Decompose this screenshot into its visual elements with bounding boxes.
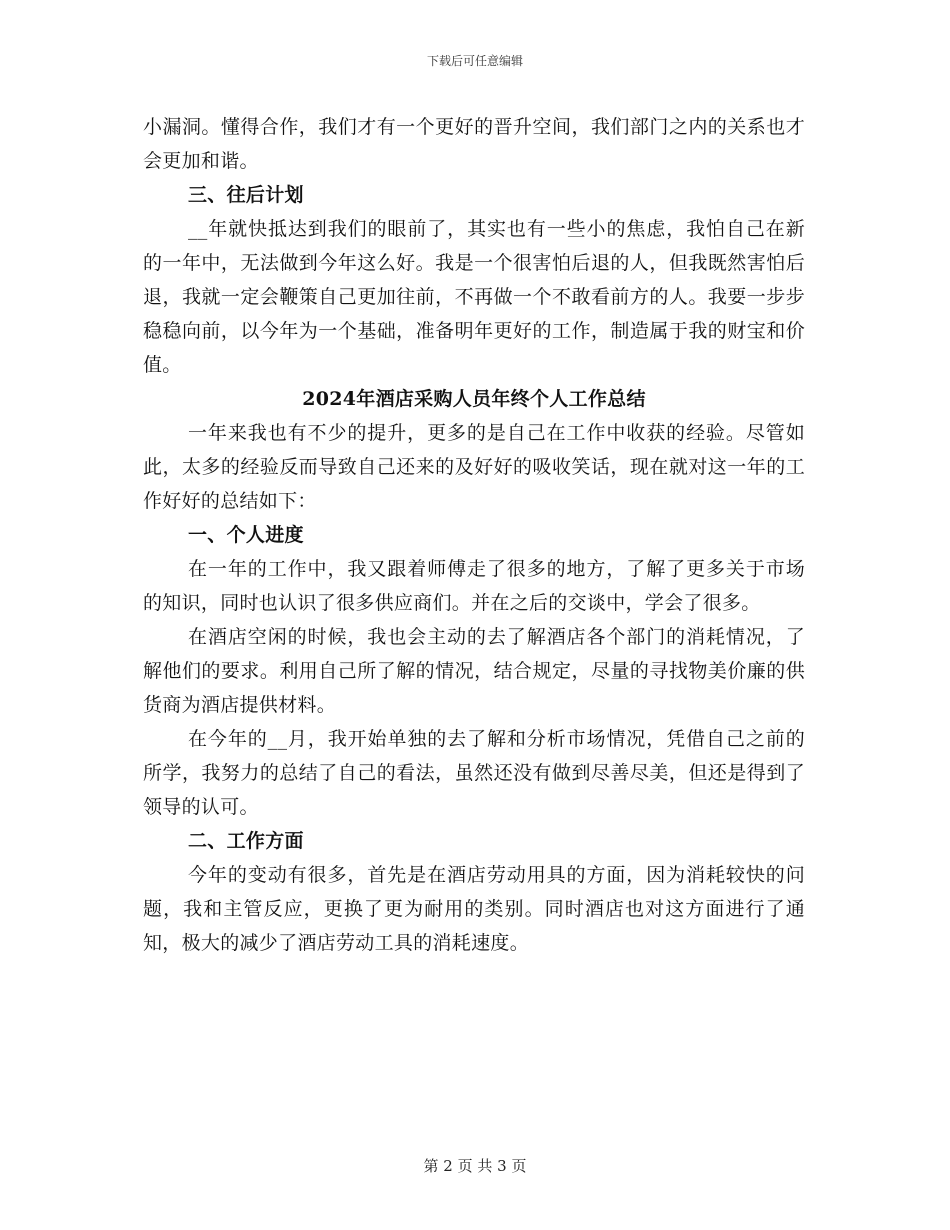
- paragraph-progress-1: 在一年的工作中，我又跟着师傅走了很多的地方，了解了更多关于市场的知识，同时也认识了很多供应商们。并在之后的交谈中，学会了很多。: [143, 558, 805, 614]
- paragraph-progress-2: 在酒店空闲的时候，我也会主动的去了解酒店各个部门的消耗情况，了解他们的要求。利用自己所了解的情况，结合规定，尽量的寻找物美价廉的供货商为酒店提供材料。: [143, 626, 805, 716]
- paragraph-progress-3: 在今年的__月，我开始单独的去了解和分析市场情况，凭借自己之前的所学，我努力的总结了自己的看法，虽然还没有做到尽善尽美，但还是得到了领导的认可。: [143, 728, 805, 818]
- document-body: [143, 110, 805, 960]
- paragraph-future-plan: __年就快抵达到我们的眼前了，其实也有一些小的焦虑，我怕自己在新的一年中，无法做到今年这么好。我是一个很害怕后退的人，但我既然害怕后退，我就一定会鞭策自己更加往前，不再做一个不敢看前方的人。我要一步步稳稳向前，以今年为一个基础，准备明年更好的工作，制造属于我的财宝和价值。: [143, 218, 805, 376]
- paragraph-work: 今年的变动有很多，首先是在酒店劳动用具的方面，因为消耗较快的问题，我和主管反应，更换了更为耐用的类别。同时酒店也对这方面进行了通知，极大的减少了酒店劳动工具的消耗速度。: [143, 864, 805, 954]
- section-heading-personal-progress: 一、个人进度: [188, 524, 304, 546]
- section-heading-future-plan: 三、往后计划: [188, 184, 304, 206]
- section-heading-work: 二、工作方面: [188, 830, 304, 852]
- page-footer: 第 2 页 共 3 页: [423, 1157, 527, 1175]
- page-header: 下载后可任意编辑: [426, 54, 523, 68]
- paragraph-intro: 一年来我也有不少的提升，更多的是自己在工作中收获的经验。尽管如此，太多的经验反而导致自己还来的及好好的吸收笑话，现在就对这一年的工作好好的总结如下：: [143, 422, 805, 512]
- document-title: 2024年酒店采购人员年终个人工作总结: [302, 388, 646, 410]
- paragraph-continued: 小漏洞。懂得合作，我们才有一个更好的晋升空间，我们部门之内的关系也才会更加和谐。: [143, 116, 805, 172]
